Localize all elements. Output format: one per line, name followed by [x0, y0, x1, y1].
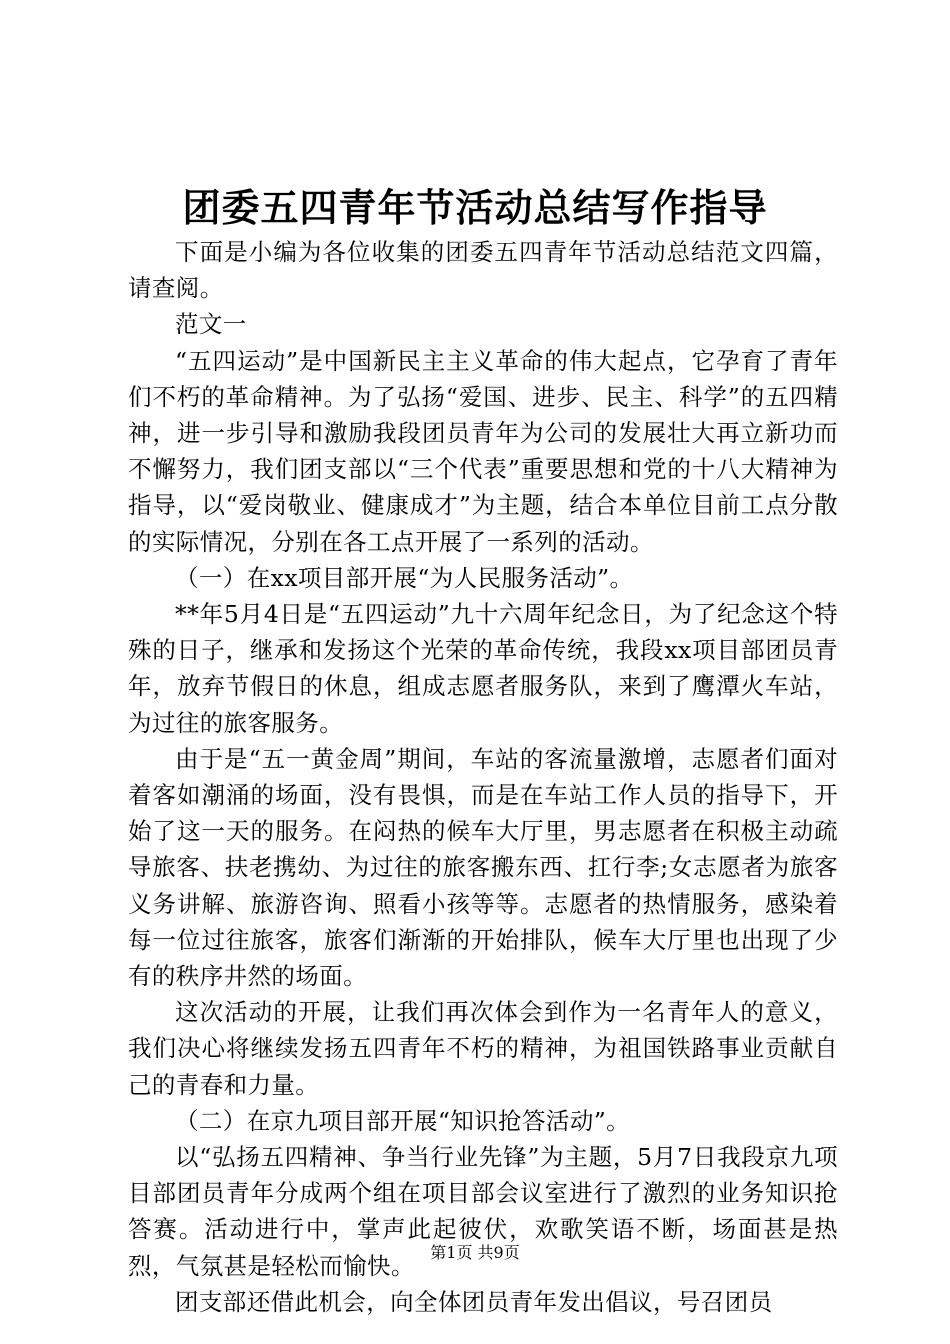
- paragraph-sample-heading: 范文一: [175, 310, 247, 339]
- paragraph-may-fourth: “五四运动”是中国新民主主义革命的伟大起点，它孕育了青年们不朽的革命精神。为了弘扬“爱国、进步、民主、科学”的五四精神，进一步引导和激励我段团员青年为公司的发展壮大再立新功而不懈努力，我们团支部以“三个代表”重要思想和党的十八大精神为指导，以“爱岗敬业、健康成才”为主题，结合本单位目前工点分散的实际情况，分别在各工点开展了一系列的活动。: [128, 346, 838, 556]
- paragraph-reflection: 这次活动的开展，让我们再次体会到作为一名青年人的意义，我们决心将继续发扬五四青年不朽的精神，为祖国铁路事业贡献自己的青春和力量。: [128, 998, 838, 1099]
- paragraph-section-two-heading: （二）在京九项目部开展“知识抢答活动”。: [175, 1106, 631, 1135]
- paragraph-initiative: 团支部还借此机会，向全体团员青年发出倡议，号召团员: [175, 1287, 773, 1316]
- document-title: 团委五四青年节活动总结写作指导: [182, 185, 768, 230]
- page-footer: 第1页 共9页: [430, 1243, 520, 1262]
- paragraph-golden-week: 由于是“五一黄金周”期间，车站的客流量激增，志愿者们面对着客如潮涌的场面，没有畏惧，而是在车站工作人员的指导下，开始了这一天的服务。在闷热的候车大厅里，男志愿者在积极主动疏导旅客、扶老携幼、为过往的旅客搬东西、扛行李;女志愿者为旅客义务讲解、旅游咨询、照看小孩等等。志愿者的热情服务，感染着每一位过往旅客，旅客们渐渐的开始排队，候车大厅里也出现了少有的秩序井然的场面。: [128, 744, 838, 991]
- paragraph-quiz: 以“弘扬五四精神、争当行业先锋”为主题，5月7日我段京九项目部团员青年分成两个组在项目部会议室进行了激烈的业务知识抢答赛。活动进行中，掌声此起彼伏，欢歌笑语不断，场面甚是热烈，气氛甚是轻松而愉快。: [128, 1143, 838, 1280]
- paragraph-anniversary: **年5月4日是“五四运动”九十六周年纪念日，为了纪念这个特殊的日子，继承和发扬这个光荣的革命传统，我段xx项目部团员青年，放弃节假日的休息，组成志愿者服务队，来到了鹰潭火车站，为过往的旅客服务。: [128, 600, 838, 737]
- document-body: [128, 234, 838, 1320]
- paragraph-intro: 下面是小编为各位收集的团委五四青年节活动总结范文四篇，请查阅。: [128, 238, 838, 303]
- paragraph-section-one-heading: （一）在xx项目部开展“为人民服务活动”。: [175, 563, 634, 592]
